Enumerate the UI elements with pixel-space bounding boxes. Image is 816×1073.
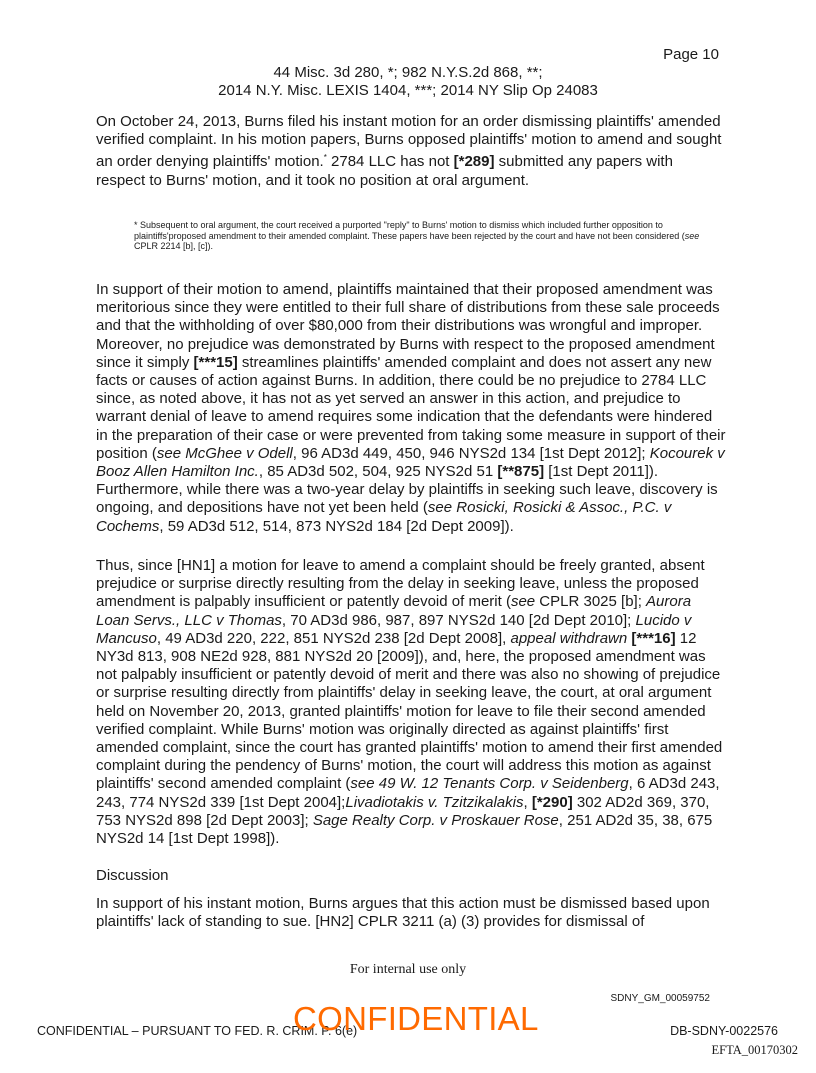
star-page-marker: [*289] [453, 153, 495, 171]
confidential-stamp: CONFIDENTIAL [293, 1000, 539, 1037]
paragraph-2 [96, 281, 726, 536]
confidentiality-legend: CONFIDENTIAL – PURSUANT TO FED. R. CRIM. P. 6(e) [37, 1024, 358, 1038]
paragraph-4: In support of his instant motion, Burns argues that this action must be dismissed based upon plaintiffs' lack of standing to sue. [HN2] CPLR 3211 (a) (3) provides for dismissal of [96, 895, 710, 931]
case-name: Kocourek v Booz Allen Hamilton Inc. [96, 444, 725, 481]
text-run: , 251 AD2d 35, 38, 675 NYS2d 14 [1st Dept 1998]). [96, 811, 713, 848]
citation-line-1: 44 Misc. 3d 280, *; 982 N.Y.S.2d 868, **; [273, 64, 543, 81]
section-heading-discussion: Discussion [96, 867, 169, 884]
case-citation [0, 64, 816, 100]
star-page-marker: [**875] [497, 463, 545, 481]
text-run: On October 24, 2013, Burns filed his instant motion for an order dismissing plaintiffs' amended verified complaint. In his motion papers, Burns opposed plaintiffs' motion to amend and sought an order denying plaintiffs' motion. [96, 113, 722, 171]
text-run: , [523, 793, 532, 811]
star-page-marker: [***16] [631, 629, 676, 647]
footnote [134, 220, 714, 252]
text-run: * Subsequent to oral argument, the court received a purported "reply" to Burns' motion to dismiss which included further opposition to plaintiffs'proposed amendment to their amended complaint. These papers have been rejected by the court and have not been considered ( [134, 220, 685, 241]
text-run: , 96 AD3d 449, 450, 946 NYS2d 134 [1st Dept 2012]; [292, 444, 650, 462]
text-run: CPLR 2214 [b], [c]). [134, 241, 214, 252]
signal-italic: appeal withdrawn [510, 629, 628, 647]
text-run: 302 AD2d 369, 370, 753 NYS2d 898 [2d Dept 2003]; [96, 793, 710, 829]
internal-use-notice: For internal use only [349, 962, 467, 977]
bates-number-db: DB-SDNY-0022576 [670, 1024, 778, 1038]
paragraph-3 [96, 557, 726, 848]
text-run: , 6 AD3d 243, 243, 774 NYS2d 339 [1st Dept 2004]; [96, 775, 720, 811]
text-run: , 85 AD3d 502, 504, 925 NYS2d 51 [258, 463, 498, 481]
text-run: [1st Dept 2011]). Furthermore, while there was a two-year delay by plaintiffs in seeking such leave, discovery is ongoing, and depositions have not yet been held ( [96, 463, 718, 517]
star-page-marker: [*290] [531, 793, 573, 811]
text-run: streamlines plaintiffs' amended complaint and does not assert any new facts or causes of action against Burns. In addition, there could be no prejudice to 2784 LLC since, as noted above, it has not as yet served an answer in this action, and prejudice to warrant denial of leave to amend requires some indication that the defendants were hindered in the preparation of their case or were prevented from taking some measure in support of their position ( [96, 353, 726, 462]
text-run: In support of their motion to amend, plaintiffs maintained that their proposed amendment was meritorious since they were entitled to their full share of distributions from these sale proceeds and that the withholding of over $80,000 from their distributions was wrongful and improper. Moreover, no prejudice was demonstrated by Burns with respect to the proposed amendment since it simply [96, 281, 720, 371]
signal-italic: see [510, 593, 536, 611]
footnote-marker: * [323, 153, 327, 163]
text-run: Thus, since [HN1] a motion for leave to amend a complaint should be freely granted, absent prejudice or surprise directly resulting from the delay in seeking leave, unless the proposed amendment is palpably insufficient or patently devoid of merit ( [96, 557, 705, 611]
case-name: Lucido v Mancuso [96, 611, 692, 647]
text-run: CPLR 3025 [b]; [535, 593, 647, 611]
case-name: Aurora Loan Servs., LLC v Thomas [96, 593, 692, 629]
text-run: submitted any papers with respect to Burns' motion, and it took no position at oral argument. [96, 153, 673, 189]
case-name: see 49 W. 12 Tenants Corp. v Seidenberg [350, 775, 629, 793]
paragraph-1 [96, 113, 726, 190]
citation-line-2: 2014 N.Y. Misc. LEXIS 1404, ***; 2014 NY Slip Op 24083 [218, 82, 598, 99]
text-run: 12 NY3d 813, 908 NE2d 928, 881 NYS2d 20 [2009]), and, here, the proposed amendment was not palpably insufficient or patently devoid of merit and there was also no showing of prejudice or surprise resulting directly from plaintiffs' delay in seeking leave, the court, at oral argument held on November 20, 2013, granted plaintiffs' motion for leave to file their second amended verified complaint. While Burns' motion was originally directed as against plaintiffs' first amended complaint, since the court has granted plaintiffs' motion to amend their first amended complaint during the pendency of Burns' motion, the court will address this motion as against plaintiffs' second amended complaint ( [96, 629, 723, 793]
text-run: , 59 AD3d 512, 514, 873 NYS2d 184 [2d Dept 2009]). [159, 517, 514, 535]
star-page-marker: [***15] [193, 353, 238, 371]
case-name: see Rosicki, Rosicki & Assoc., P.C. v Cochems [96, 499, 672, 535]
efta-number: EFTA_00170302 [711, 1043, 798, 1057]
text-run: 2784 LLC has not [326, 153, 454, 171]
signal-italic: see [684, 230, 700, 241]
page-number: Page 10 [663, 46, 719, 63]
bates-number-sdny: SDNY_GM_00059752 [610, 993, 710, 1004]
case-name: Sage Realty Corp. v Proskauer Rose [312, 811, 559, 829]
text-run: , 70 AD3d 986, 987, 897 NYS2d 140 [2d Dept 2010]; [281, 611, 636, 629]
text-run: , 49 AD3d 220, 222, 851 NYS2d 238 [2d Dept 2008], [156, 629, 511, 647]
case-name: Livadiotakis v. Tzitzikalakis [345, 793, 524, 811]
case-name: see McGhee v Odell [156, 444, 293, 462]
